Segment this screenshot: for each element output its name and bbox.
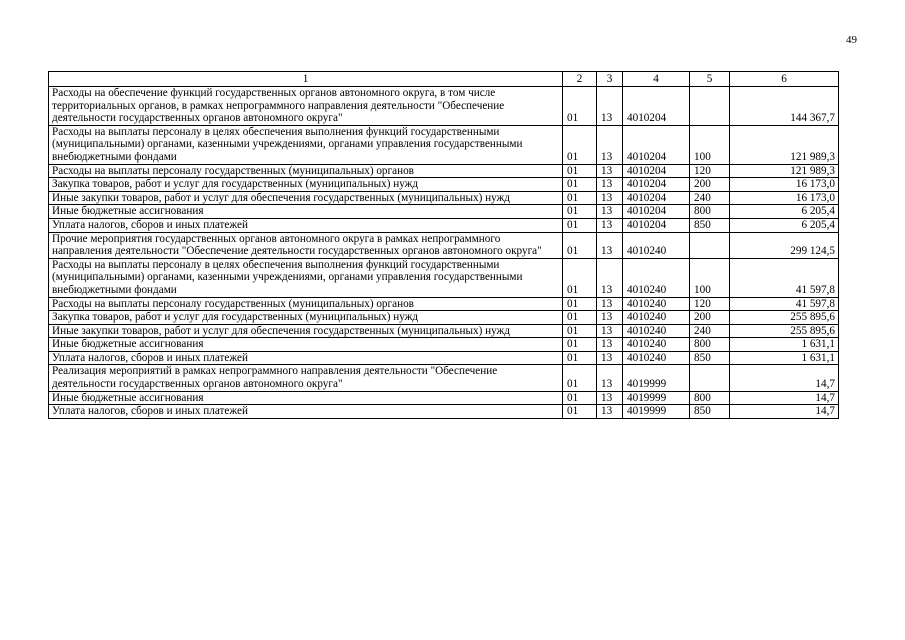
row-expense-type: 800 <box>690 205 730 219</box>
row-subsection: 13 <box>597 205 623 219</box>
header-cell-name: 1 <box>49 72 563 87</box>
header-cell-subsection: 3 <box>597 72 623 87</box>
row-subsection: 13 <box>597 324 623 338</box>
row-subsection: 13 <box>597 232 623 258</box>
table-row <box>49 258 839 297</box>
table-row <box>49 205 839 219</box>
row-target-article: 4019999 <box>623 391 690 405</box>
row-name: Иные бюджетные ассигнования <box>49 205 563 219</box>
row-expense-type: 800 <box>690 338 730 352</box>
row-amount: 144 367,7 <box>730 87 839 126</box>
row-amount: 14,7 <box>730 365 839 391</box>
row-target-article: 4010240 <box>623 324 690 338</box>
row-expense-type: 100 <box>690 258 730 297</box>
table-row <box>49 405 839 419</box>
table-row <box>49 311 839 325</box>
table-row <box>49 365 839 391</box>
row-amount: 41 597,8 <box>730 297 839 311</box>
row-target-article: 4019999 <box>623 405 690 419</box>
table-row <box>49 164 839 178</box>
row-section: 01 <box>563 232 597 258</box>
row-amount: 6 205,4 <box>730 218 839 232</box>
row-expense-type: 850 <box>690 351 730 365</box>
row-section: 01 <box>563 365 597 391</box>
row-amount: 1 631,1 <box>730 351 839 365</box>
row-subsection: 13 <box>597 125 623 164</box>
budget-table <box>48 71 839 419</box>
table-row <box>49 297 839 311</box>
row-amount: 16 173,0 <box>730 178 839 192</box>
table-row <box>49 125 839 164</box>
row-name: Реализация мероприятий в рамках непрограммного направления деятельности "Обеспечение деятельности государственных органов автономного округа" <box>49 365 563 391</box>
row-expense-type: 120 <box>690 297 730 311</box>
row-target-article: 4010240 <box>623 311 690 325</box>
row-name: Расходы на выплаты персоналу государственных (муниципальных) органов <box>49 297 563 311</box>
row-section: 01 <box>563 391 597 405</box>
row-expense-type: 120 <box>690 164 730 178</box>
row-target-article: 4019999 <box>623 365 690 391</box>
row-target-article: 4010204 <box>623 87 690 126</box>
row-subsection: 13 <box>597 87 623 126</box>
row-section: 01 <box>563 218 597 232</box>
row-amount: 255 895,6 <box>730 324 839 338</box>
row-name: Иные закупки товаров, работ и услуг для обеспечения государственных (муниципальных) нужд <box>49 191 563 205</box>
row-section: 01 <box>563 191 597 205</box>
row-amount: 255 895,6 <box>730 311 839 325</box>
row-subsection: 13 <box>597 191 623 205</box>
row-subsection: 13 <box>597 391 623 405</box>
table-row <box>49 338 839 352</box>
row-expense-type <box>690 232 730 258</box>
row-target-article: 4010240 <box>623 351 690 365</box>
header-cell-section: 2 <box>563 72 597 87</box>
header-cell-target-article: 4 <box>623 72 690 87</box>
row-name: Расходы на выплаты персоналу государственных (муниципальных) органов <box>49 164 563 178</box>
row-section: 01 <box>563 311 597 325</box>
row-section: 01 <box>563 87 597 126</box>
row-expense-type: 240 <box>690 191 730 205</box>
header-cell-expense-type: 5 <box>690 72 730 87</box>
row-amount: 299 124,5 <box>730 232 839 258</box>
row-section: 01 <box>563 205 597 219</box>
row-target-article: 4010204 <box>623 125 690 164</box>
row-section: 01 <box>563 125 597 164</box>
row-amount: 1 631,1 <box>730 338 839 352</box>
row-name: Расходы на обеспечение функций государственных органов автономного округа, в том числе территориальных органов, в рамках непрограммного направления деятельности "Обеспечение деятельности государственных органов автономного округа" <box>49 87 563 126</box>
row-target-article: 4010240 <box>623 338 690 352</box>
row-section: 01 <box>563 178 597 192</box>
row-name: Иные бюджетные ассигнования <box>49 391 563 405</box>
row-expense-type <box>690 87 730 126</box>
table-row <box>49 218 839 232</box>
table-header-row <box>49 72 839 87</box>
row-target-article: 4010204 <box>623 191 690 205</box>
row-section: 01 <box>563 338 597 352</box>
row-section: 01 <box>563 258 597 297</box>
row-target-article: 4010204 <box>623 164 690 178</box>
row-expense-type: 100 <box>690 125 730 164</box>
row-amount: 121 989,3 <box>730 125 839 164</box>
row-subsection: 13 <box>597 297 623 311</box>
row-section: 01 <box>563 405 597 419</box>
row-amount: 16 173,0 <box>730 191 839 205</box>
row-expense-type: 850 <box>690 405 730 419</box>
row-name: Иные закупки товаров, работ и услуг для обеспечения государственных (муниципальных) нужд <box>49 324 563 338</box>
row-amount: 121 989,3 <box>730 164 839 178</box>
row-subsection: 13 <box>597 338 623 352</box>
table-row <box>49 178 839 192</box>
row-subsection: 13 <box>597 218 623 232</box>
row-subsection: 13 <box>597 311 623 325</box>
row-expense-type: 200 <box>690 311 730 325</box>
row-target-article: 4010204 <box>623 218 690 232</box>
row-expense-type: 850 <box>690 218 730 232</box>
row-name: Уплата налогов, сборов и иных платежей <box>49 218 563 232</box>
row-name: Прочие мероприятия государственных органов автономного округа в рамках непрограммного направления деятельности "Обеспечение деятельности государственных органов автономного округа" <box>49 232 563 258</box>
row-subsection: 13 <box>597 258 623 297</box>
row-section: 01 <box>563 297 597 311</box>
row-name: Расходы на выплаты персоналу в целях обеспечения выполнения функций государственными (муниципальными) органами, казенными учреждениями, органами управления государственными внебюджетными фондами <box>49 258 563 297</box>
row-expense-type <box>690 365 730 391</box>
row-target-article: 4010204 <box>623 178 690 192</box>
row-subsection: 13 <box>597 405 623 419</box>
header-cell-amount: 6 <box>730 72 839 87</box>
row-amount: 14,7 <box>730 391 839 405</box>
row-section: 01 <box>563 351 597 365</box>
table-row <box>49 87 839 126</box>
row-amount: 41 597,8 <box>730 258 839 297</box>
table-row <box>49 232 839 258</box>
row-expense-type: 200 <box>690 178 730 192</box>
row-target-article: 4010204 <box>623 205 690 219</box>
table-row <box>49 191 839 205</box>
row-expense-type: 240 <box>690 324 730 338</box>
row-amount: 6 205,4 <box>730 205 839 219</box>
row-subsection: 13 <box>597 178 623 192</box>
row-name: Уплата налогов, сборов и иных платежей <box>49 405 563 419</box>
row-section: 01 <box>563 324 597 338</box>
row-target-article: 4010240 <box>623 297 690 311</box>
table-row <box>49 391 839 405</box>
row-target-article: 4010240 <box>623 258 690 297</box>
row-target-article: 4010240 <box>623 232 690 258</box>
row-section: 01 <box>563 164 597 178</box>
row-name: Закупка товаров, работ и услуг для государственных (муниципальных) нужд <box>49 178 563 192</box>
row-amount: 14,7 <box>730 405 839 419</box>
row-subsection: 13 <box>597 351 623 365</box>
row-subsection: 13 <box>597 365 623 391</box>
row-name: Уплата налогов, сборов и иных платежей <box>49 351 563 365</box>
row-expense-type: 800 <box>690 391 730 405</box>
page-number: 49 <box>846 34 857 46</box>
row-name: Закупка товаров, работ и услуг для государственных (муниципальных) нужд <box>49 311 563 325</box>
table-row <box>49 351 839 365</box>
row-name: Иные бюджетные ассигнования <box>49 338 563 352</box>
row-subsection: 13 <box>597 164 623 178</box>
row-name: Расходы на выплаты персоналу в целях обеспечения выполнения функций государственными (муниципальными) органами, казенными учреждениями, органами управления государственными внебюджетными фондами <box>49 125 563 164</box>
table-row <box>49 324 839 338</box>
